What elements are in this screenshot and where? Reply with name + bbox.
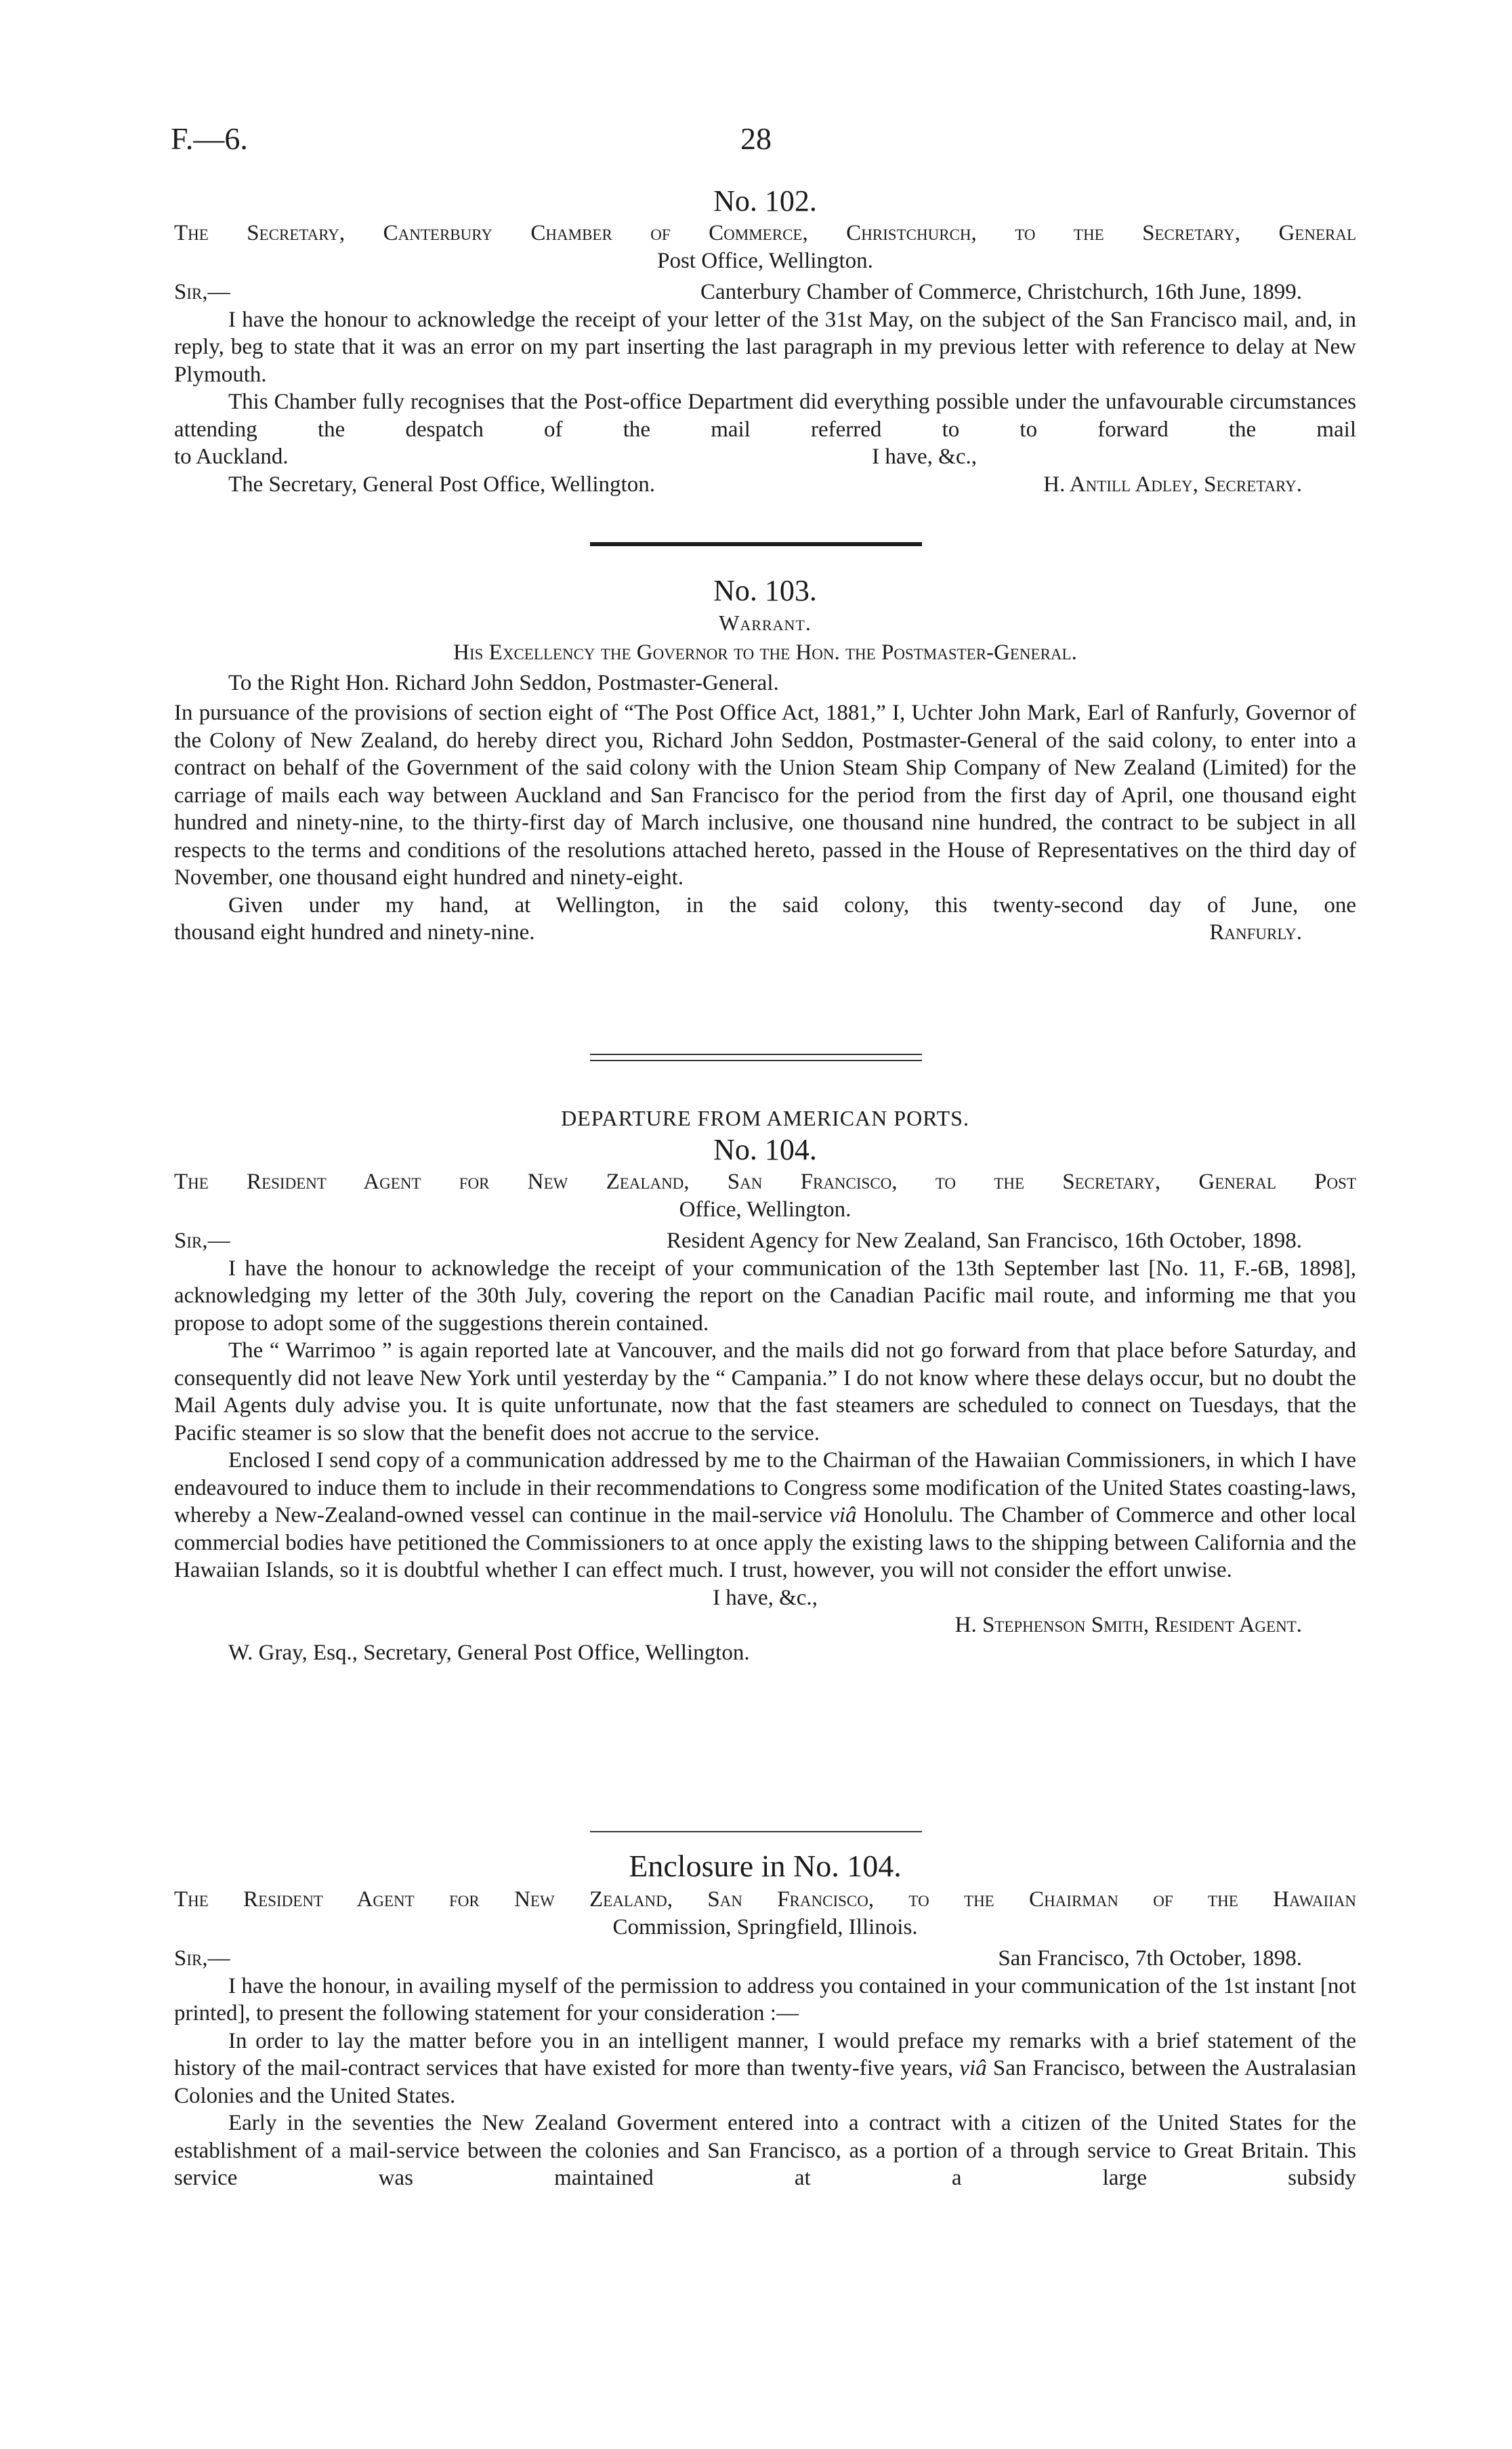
closing-row xyxy=(174,443,1356,471)
dateline: Resident Agency for New Zealand, San Francisco, 16th October, 1898. xyxy=(666,1229,1302,1253)
enclosure-in-no-104 xyxy=(174,1847,1356,2192)
letter-address-cont: Post Office, Wellington. xyxy=(657,248,873,273)
paragraph: The “ Warrimoo ” is again reported late at Vancouver, and the mails did not go forward from that place before Saturday, and consequently did not leave New York until yesterday by the “ Campania.” I do not know where these delays occur, but no doubt the Mail Agents duly advise you. It is quite unfortunate, now that the fast steamers are scheduled to connect on Tuesdays, that the Pacific steamer is so slow that the benefit does not accrue to the service. xyxy=(174,1338,1356,1445)
signature-row xyxy=(174,471,1356,499)
warrant-no-103 xyxy=(174,573,1356,947)
signature-row xyxy=(174,919,1356,947)
paragraph: In pursuance of the provisions of section eight of “The Post Office Act, 1881,” I, Uchter John Mark, Earl of Ranfurly, Governor of the Colony of New Zealand, do hereby direct you, Richard John Seddon, Postmaster-General of the said colony, to enter into a contract on behalf of the Government of the said colony with the Union Steam Ship Company of New Zealand (Limited) for the carriage of mails each way between Auckland and San Francisco for the period from the first day of April, one thousand eight hundred and ninety-nine, to the thirty-first day of March inclusive, one thousand nine hundred, the contract to be subject in all respects to the terms and conditions of the resolutions attached hereto, passed in the House of Representatives on the third day of November, one thousand eight hundred and ninety-eight. xyxy=(174,701,1356,890)
signature: Ranfurly. xyxy=(1209,920,1302,945)
letter-address: The Secretary, Canterbury Chamber of Commerce, Christchurch, to the Secretary, General xyxy=(174,221,1356,245)
letter-title: No. 104. xyxy=(713,1133,817,1166)
paragraph xyxy=(174,2028,1356,2110)
letter-address-cont: Commission, Springfield, Illinois. xyxy=(612,1914,918,1939)
closing: I have, &c., xyxy=(872,445,977,469)
letter-title: No. 102. xyxy=(713,184,817,218)
paragraph: Early in the seventies the New Zealand Goverment entered into a contract with a citizen of the United States for the establishment of a mail-service between the colonies and San Francisco, as a portion of a through service to Great Britain. This service was maintained at a large subsidy xyxy=(174,2111,1356,2190)
paragraph: I have the honour, in availing myself of the permission to address you contained in your communication of the 1st instant [not printed], to present the following statement for your consideration :— xyxy=(174,1973,1356,2025)
letter-no-102 xyxy=(174,183,1356,498)
recipient: W. Gray, Esq., Secretary, General Post Office, Wellington. xyxy=(228,1640,750,1665)
paragraph-end: to Auckland. xyxy=(174,445,289,469)
text-run: In order to lay the matter before you in an intelligent manner, I would preface my remarks with a brief statement of the history of the mail-contract services that have existed for more than twenty-five years, xyxy=(174,2028,1356,2080)
letter-address: The Resident Agent for New Zealand, San Francisco, to the Chairman of the Hawaiian xyxy=(174,1887,1356,1912)
text-run: San Francisco, between the Australasian Colonies and the United States. xyxy=(174,2056,1357,2108)
paragraph xyxy=(174,1447,1356,1584)
warrant-subtitle: Warrant. xyxy=(719,611,812,635)
enclosure-title: Enclosure in No. 104. xyxy=(629,1849,902,1883)
letter-dateline-row xyxy=(174,1945,1356,1973)
warrant-from: His Excellency the Governor to the Hon. the Postmaster-General. xyxy=(453,640,1077,665)
divider xyxy=(0,542,1512,546)
document-reference: F.—6. xyxy=(171,121,248,156)
letter-no-104 xyxy=(174,1105,1356,1666)
text-run-italic: viâ xyxy=(959,2056,987,2080)
closing: I have, &c., xyxy=(713,1585,818,1610)
letter-title: No. 103. xyxy=(713,574,817,607)
salutation: Sir,— xyxy=(174,1946,230,1971)
section-heading: DEPARTURE FROM AMERICAN PORTS. xyxy=(561,1106,969,1130)
paragraph: This Chamber fully recognises that the Post-office Department did everything possible under the unfavourable circumstances attending the despatch of the mail referred to to forward the mail xyxy=(174,390,1356,442)
letter-dateline-row xyxy=(174,279,1356,306)
salutation: Sir,— xyxy=(174,1229,230,1253)
warrant-to: To the Right Hon. Richard John Seddon, Postmaster-General. xyxy=(228,670,779,695)
signature: H. Stephenson Smith, Resident Agent. xyxy=(954,1613,1302,1637)
divider xyxy=(0,1054,1512,1061)
salutation: Sir,— xyxy=(174,280,230,304)
paragraph-end: thousand eight hundred and ninety-nine. xyxy=(174,920,535,945)
paragraph: Given under my hand, at Wellington, in the said colony, this twenty-second day of June, one xyxy=(228,892,1356,918)
letter-address-cont: Office, Wellington. xyxy=(679,1197,852,1222)
letter-address: The Resident Agent for New Zealand, San Francisco, to the Secretary, General Post xyxy=(174,1170,1356,1194)
text-run: Honolulu. The Chamber of Commerce and other local commercial bodies have petitioned the Commissioners to at once apply the existing laws to the shipping between California and the Hawaiian Islands, so it is doubtful whether I can effect much. I trust, however, you will not consider the effort unwise. xyxy=(174,1503,1356,1582)
text-run: Enclosed I send copy of a communication addressed by me to the Chairman of the Hawaiian Commissioners, in which I have endeavoured to induce them to include in their recommendations to Congress some modification of the United States coasting-laws, whereby a New-Zealand-owned vessel can continue in the mail-service xyxy=(174,1448,1356,1527)
page-number: 28 xyxy=(740,121,772,156)
recipient: The Secretary, General Post Office, Wellington. xyxy=(228,472,655,497)
dateline: San Francisco, 7th October, 1898. xyxy=(998,1946,1302,1971)
text-run-italic: viâ xyxy=(829,1503,857,1527)
paragraph: I have the honour to acknowledge the receipt of your letter of the 31st May, on the subject of the San Francisco mail, and, in reply, beg to state that it was an error on my part inserting the last paragraph in my previous letter with reference to delay at New Plymouth. xyxy=(174,307,1356,387)
signature: H. Antill Adley, Secretary. xyxy=(1043,472,1302,497)
dateline: Canterbury Chamber of Commerce, Christchurch, 16th June, 1899. xyxy=(700,280,1302,304)
letter-dateline-row xyxy=(174,1227,1356,1255)
paragraph: I have the honour to acknowledge the receipt of your communication of the 13th September last [No. 11, F.-6B, 1898], acknowledging my letter of the 30th July, covering the report on the Canadian Pacific mail route, and informing me that you propose to adopt some of the suggestions therein contained. xyxy=(174,1256,1356,1336)
divider xyxy=(0,1831,1512,1832)
